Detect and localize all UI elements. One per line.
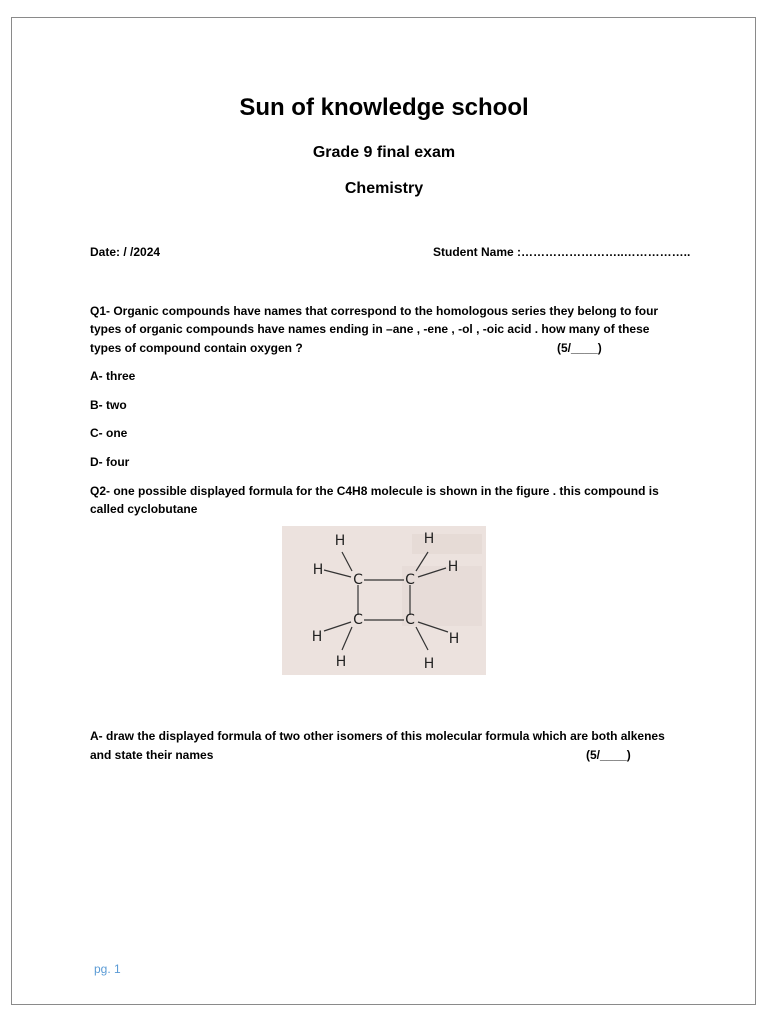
atom-hydrogen: H [311,629,323,645]
atom-hydrogen: H [423,531,435,547]
atom-carbon: C [405,612,415,628]
cyclobutane-structure-diagram [282,526,486,675]
atom-hydrogen: H [447,559,459,575]
q2a-line-1: A- draw the displayed formula of two other isomers of this molecular formula which are both alkenes [90,729,665,743]
q1-line-1: Q1- Organic compounds have names that correspond to the homologous series they belong to four [90,304,659,318]
q2-line-1: Q2- one possible displayed formula for the C4H8 molecule is shown in the figure . this compound is [90,484,659,498]
atom-hydrogen: H [448,631,460,647]
atom-carbon: C [353,572,363,588]
q1-option-a: A- three [90,369,136,383]
atom-carbon: C [405,572,415,588]
atom-carbon: C [353,612,363,628]
student-name-field: Student Name :……………………..…………….. [433,245,691,259]
date-field: Date: / /2024 [90,245,161,259]
q2a-marks: (5/____) [586,748,631,762]
atom-hydrogen: H [334,533,346,549]
page-number: pg. 1 [94,962,121,976]
q1-marks: (5/____) [557,341,602,355]
q1-option-d: D- four [90,455,130,469]
school-name: Sun of knowledge school [239,94,529,121]
q2a-line-2: and state their names [90,748,214,762]
exam-title: Grade 9 final exam [312,144,456,161]
cyclobutane-figure [282,526,486,675]
q1-option-b: B- two [90,398,127,412]
atom-hydrogen: H [423,656,435,672]
atom-hydrogen: H [312,562,324,578]
q1-line-3: types of compound contain oxygen ? [90,341,303,355]
subject-title: Chemistry [344,180,424,197]
q2-line-2: called cyclobutane [90,502,198,516]
q1-line-2: types of organic compounds have names ending in –ane , -ene , -ol , -oic acid . how many of these [90,322,650,336]
q1-option-c: C- one [90,426,128,440]
atom-hydrogen: H [335,654,347,670]
